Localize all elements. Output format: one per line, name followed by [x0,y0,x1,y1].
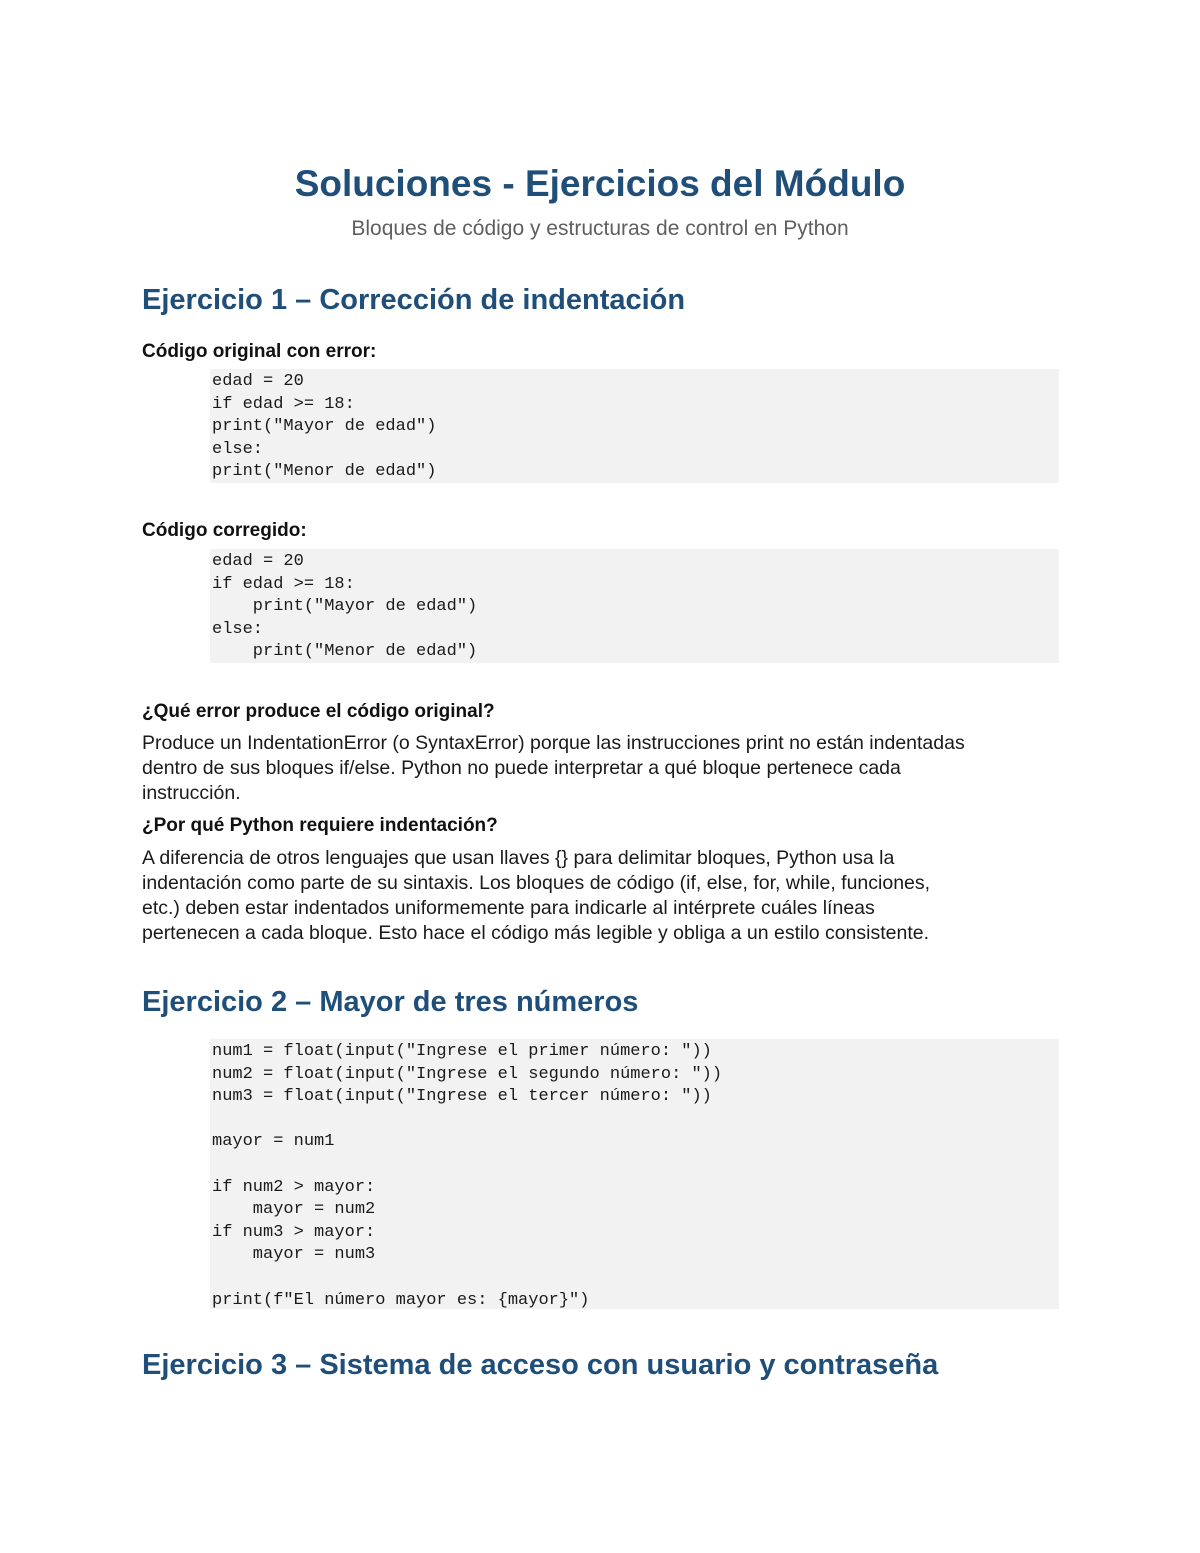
corrected-code-block [210,549,1059,663]
code-line: if edad >= 18: [212,394,355,414]
code-line: mayor = num1 [212,1132,335,1152]
answer-line: instrucción. [142,782,241,804]
answer-line: Produce un IndentationError (o SyntaxError) porque las instrucciones print no están indentadas [142,732,965,754]
code-line [212,1154,1059,1177]
code-line: edad = 20 [212,372,304,391]
code-line: else: [212,619,264,639]
code-line [212,1267,1059,1290]
ejercicio-2-code-block [210,1039,1059,1309]
code-line: edad = 20 [212,552,304,571]
document-subtitle: Bloques de código y estructuras de control en Python [351,217,849,240]
code-line: print("Menor de edad") [212,642,478,662]
corrected-code-label: Código corregido: [142,520,307,541]
answer-line: A diferencia de otros lenguajes que usan llaves {} para delimitar bloques, Python usa la [142,847,895,869]
question-indentation: ¿Por qué Python requiere indentación? [142,815,498,836]
question-error: ¿Qué error produce el código original? [142,701,495,722]
code-line [212,1109,1059,1132]
document-title: Soluciones - Ejercicios del Módulo [294,163,906,204]
code-line: else: [212,439,264,459]
code-line: print(f"El número mayor es: {mayor}") [212,1290,590,1310]
answer-line: indentación como parte de su sintaxis. Los bloques de código (if, else, for, while, funciones, [142,872,931,894]
code-line: num3 = float(input("Ingrese el tercer número: ")) [212,1087,712,1107]
code-line: print("Mayor de edad") [212,417,437,437]
answer-line: etc.) deben estar indentados uniformemente para indicarle al intérprete cuáles líneas [142,897,875,919]
code-line: if num2 > mayor: [212,1177,376,1197]
code-line: if edad >= 18: [212,574,355,594]
original-code-label: Código original con error: [142,341,377,362]
ejercicio-1-heading: Ejercicio 1 – Corrección de indentación [142,284,686,316]
code-line: num1 = float(input("Ingrese el primer número: ")) [212,1042,712,1061]
answer-line: pertenecen a cada bloque. Esto hace el código más legible y obliga a un estilo consistente. [142,922,930,944]
answer-line: dentro de sus bloques if/else. Python no puede interpretar a qué bloque pertenece cada [142,757,901,779]
code-line: if num3 > mayor: [212,1222,376,1242]
answer-error [142,731,1062,806]
code-line: print("Menor de edad") [212,462,437,482]
code-line: num2 = float(input("Ingrese el segundo número: ")) [212,1064,723,1084]
code-line: print("Mayor de edad") [212,597,478,617]
original-code-block [210,369,1059,483]
ejercicio-2-heading: Ejercicio 2 – Mayor de tres números [142,986,639,1018]
code-line: mayor = num2 [212,1200,376,1220]
code-line: mayor = num3 [212,1245,376,1265]
ejercicio-3-heading: Ejercicio 3 – Sistema de acceso con usuario y contraseña [142,1349,939,1381]
answer-indentation [142,846,1062,946]
